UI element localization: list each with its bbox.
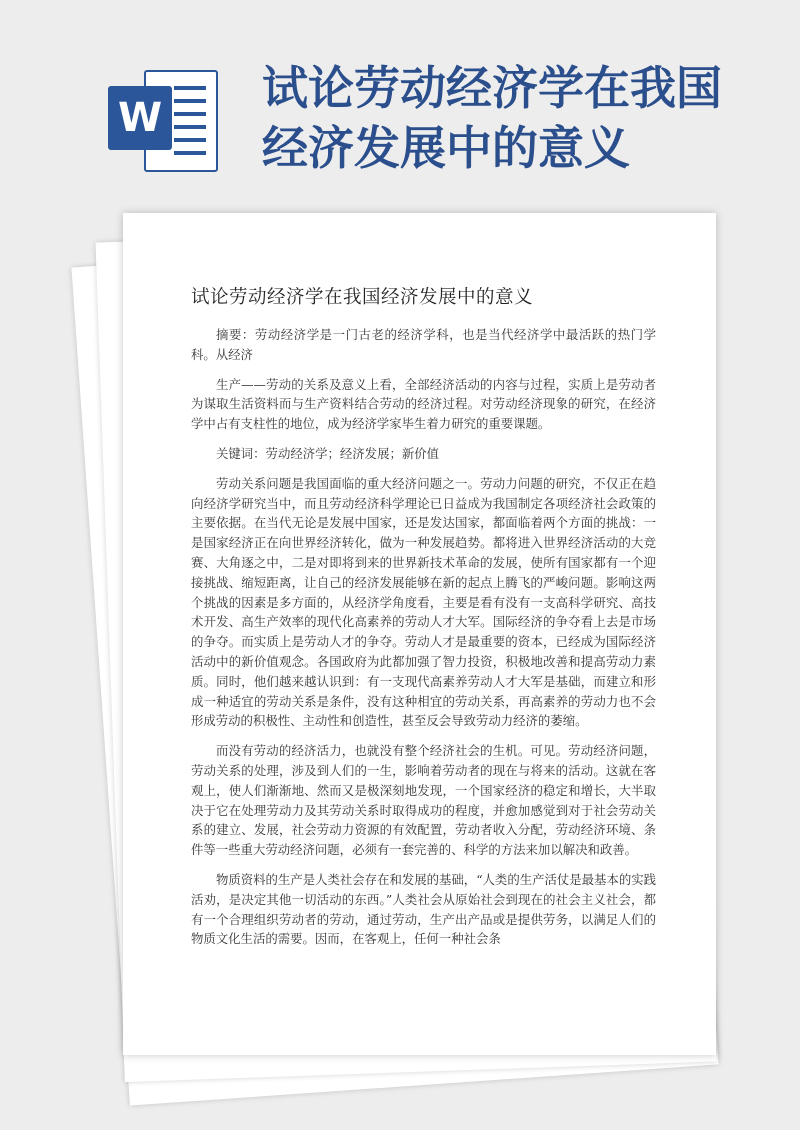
body-paragraph: 而没有劳动的经济活力，也就没有整个经济社会的生机。可见。劳动经济问题，劳动关系的处理，涉及到人们的一生，影响着劳动者的现在与将来的活动。这就在客观上，使人们渐渐地、然而又是极深刻地发现，一个国家经济的稳定和增长，大半取决于它在处理劳动力及其劳动关系时取得成功的程度，并愈加感觉到对于社会劳动关系的建立、发展，社会劳动力资源的有效配置，劳动者收入分配，劳动经济环境、条件等一些重大劳动经济问题，必须有一套完善的、科学的方法来加以解决和政善。 (191, 743, 656, 858)
word-document-icon (108, 64, 218, 174)
page-title-line-1: 试论劳动经济学在我国 (262, 61, 722, 115)
page-title-line-2: 经济发展中的意义 (262, 121, 630, 175)
document-title: 试论劳动经济学在我国经济发展中的意义 (191, 287, 534, 308)
body-paragraph: 生产——劳动的关系及意义上看，全部经济活动的内容与过程，实质上是劳动者为谋取生活资料而与生产资料结合劳动的经济过程。对劳动经济现象的研究，在经济学中占有支柱性的地位，成为经济学家毕生着力研究的重要课题。 (191, 376, 656, 432)
body-paragraph: 劳动关系问题是我国面临的重大经济问题之一。劳动力问题的研究，不仅正在趋向经济学研究当中，而且劳动经济科学理论已日益成为我国制定各项经济社会政策的主要依据。在当代无论是发展中国家，还是发达国家，都面临着两个方面的挑战：一是国家经济正在向世界经济转化，做为一种发展趋势。都将进入世界经济活动的大竞赛、大角逐之中，二是对即将到来的世界新技术革命的发展，使所有国家都有一个迎接挑战、缩短距离，让自己的经济发展能够在新的起点上腾飞的严峻问题。影响这两个挑战的因素是多方面的，从经济学角度看，主要是看有没有一支高科学研究、高技术开发、高生产效率的现代化高素养的劳动人才大军。国际经济的争夺看上去是市场的争夺。而实质上是劳动人才的争夺。劳动人才是最重要的资本，已经成为国际经济活动中的新价值观念。各国政府为此都加强了智力投资，积极地改善和提高劳动力素质。同时，他们越来越认识到：有一支现代高素养劳动人才大军是基础，而建立和形成一种适宜的劳动关系是条件，没有这种相宜的劳动关系，再高素养的劳动力也不会形成劳动的积极性、主动性和创造性，甚至反会导致劳动力经济的萎缩。 (191, 475, 656, 729)
word-icon-badge: W (108, 86, 172, 150)
document-body (191, 325, 656, 959)
header (0, 0, 800, 200)
page-title (262, 58, 782, 178)
word-icon-lines (174, 86, 206, 164)
abstract-paragraph: 摘要：劳动经济学是一门古老的经济学科，也是当代经济学中最活跃的热门学科。从经济 (191, 327, 656, 362)
keywords-paragraph: 关键词：劳动经济学；经济发展；新价值 (216, 445, 440, 461)
body-paragraph: 物质资料的生产是人类社会存在和发展的基础，“人类的生产活仗是最基本的实践活劝，是决定其他一切活动的东西。”人类社会从原始社会到现在的社会主义社会，都有一个合理组织劳动者的劳动，通过劳动，生产出产品或是提供劳务，以满足人们的物质文化生活的需要。因而，在客观上，任何一种社会条 (191, 871, 657, 947)
document-preview (123, 213, 716, 1055)
